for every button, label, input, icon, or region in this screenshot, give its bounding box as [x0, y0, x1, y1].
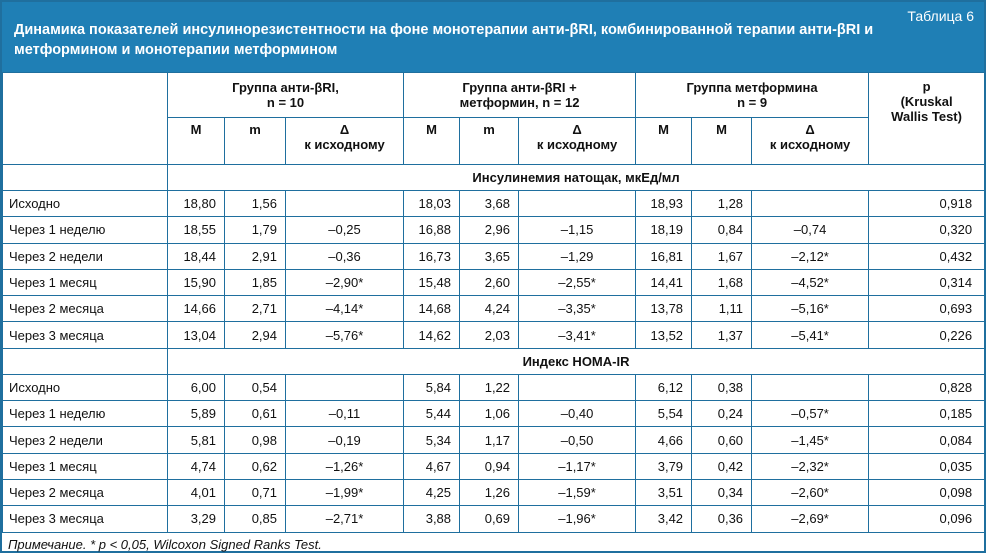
table-number: Таблица 6 — [907, 8, 974, 24]
g3-delta: –5,41* — [752, 322, 869, 348]
g3-mean: 13,52 — [636, 322, 692, 348]
row-label: Через 1 неделю — [3, 217, 168, 243]
g2-delta: –1,17* — [519, 453, 636, 479]
g3-mean: 18,19 — [636, 217, 692, 243]
g3-mean: 3,79 — [636, 453, 692, 479]
g2-delta — [519, 191, 636, 217]
g2-delta: –1,29 — [519, 243, 636, 269]
g1-delta: –0,25 — [286, 217, 404, 243]
g3-error: 1,67 — [692, 243, 752, 269]
g1-delta — [286, 191, 404, 217]
g2-mean: 16,88 — [404, 217, 460, 243]
g2-delta: –1,96* — [519, 506, 636, 532]
g2-delta: –3,35* — [519, 296, 636, 322]
g2-delta-header: Δ к исходному — [519, 118, 636, 165]
g2-mean: 14,62 — [404, 322, 460, 348]
p-value: 0,226 — [869, 322, 985, 348]
g1-error: 0,85 — [225, 506, 286, 532]
g3-delta — [752, 191, 869, 217]
g2-mean: 16,73 — [404, 243, 460, 269]
g3-delta: –2,12* — [752, 243, 869, 269]
g1-error: 2,94 — [225, 322, 286, 348]
row-label: Через 2 месяца — [3, 479, 168, 505]
g1-delta: –5,76* — [286, 322, 404, 348]
row-label: Исходно — [3, 374, 168, 400]
g1-mean: 15,90 — [168, 269, 225, 295]
g1-mean: 5,81 — [168, 427, 225, 453]
g1-delta: –4,14* — [286, 296, 404, 322]
g1-delta: –1,26* — [286, 453, 404, 479]
section-header — [3, 348, 985, 374]
g2-M-header: M — [404, 118, 460, 165]
g1-mean: 14,66 — [168, 296, 225, 322]
g3-error: 1,11 — [692, 296, 752, 322]
p-value: 0,084 — [869, 427, 985, 453]
g3-error: 0,34 — [692, 479, 752, 505]
table-row — [3, 374, 985, 400]
g3-error: 0,42 — [692, 453, 752, 479]
g3-mean: 3,42 — [636, 506, 692, 532]
g2-mean: 5,44 — [404, 401, 460, 427]
table-body — [3, 165, 985, 533]
g3-delta: –5,16* — [752, 296, 869, 322]
g3-mean: 13,78 — [636, 296, 692, 322]
g3-mean: 6,12 — [636, 374, 692, 400]
g3-error: 0,38 — [692, 374, 752, 400]
g3-error: 1,37 — [692, 322, 752, 348]
p-header: p (Kruskal Wallis Test) — [869, 73, 985, 165]
g2-error: 3,68 — [460, 191, 519, 217]
table-row — [3, 453, 985, 479]
g1-error: 0,62 — [225, 453, 286, 479]
g1-error: 1,79 — [225, 217, 286, 243]
g1-mean: 4,01 — [168, 479, 225, 505]
p-value: 0,320 — [869, 217, 985, 243]
table-note: Примечание. * p < 0,05, Wilcoxon Signed Ranks Test. — [8, 536, 322, 552]
section-spacer — [3, 348, 168, 374]
g2-delta: –1,59* — [519, 479, 636, 505]
table-row — [3, 401, 985, 427]
g1-error: 0,54 — [225, 374, 286, 400]
section-header — [3, 165, 985, 191]
group1-header: Группа анти-βRI, n = 10 — [168, 73, 404, 118]
g3-delta: –0,74 — [752, 217, 869, 243]
g2-error: 2,03 — [460, 322, 519, 348]
group3-header: Группа метформина n = 9 — [636, 73, 869, 118]
g1-mean: 3,29 — [168, 506, 225, 532]
g1-mean: 18,44 — [168, 243, 225, 269]
g2-error: 1,22 — [460, 374, 519, 400]
g1-delta: –1,99* — [286, 479, 404, 505]
row-label: Через 2 недели — [3, 243, 168, 269]
p-value: 0,098 — [869, 479, 985, 505]
table-row — [3, 479, 985, 505]
g2-delta: –0,50 — [519, 427, 636, 453]
table-row — [3, 427, 985, 453]
g3-delta: –2,32* — [752, 453, 869, 479]
g2-delta: –0,40 — [519, 401, 636, 427]
row-label: Через 2 месяца — [3, 296, 168, 322]
g2-error: 3,65 — [460, 243, 519, 269]
row-label-header — [3, 73, 168, 165]
g3-mean: 16,81 — [636, 243, 692, 269]
g1-error: 1,85 — [225, 269, 286, 295]
g3-mean: 4,66 — [636, 427, 692, 453]
g1-mean: 5,89 — [168, 401, 225, 427]
g2-mean: 3,88 — [404, 506, 460, 532]
g1-delta: –0,19 — [286, 427, 404, 453]
g1-mean: 6,00 — [168, 374, 225, 400]
row-label: Через 3 месяца — [3, 506, 168, 532]
row-label: Через 1 месяц — [3, 269, 168, 295]
table-row — [3, 217, 985, 243]
g3-error: 1,28 — [692, 191, 752, 217]
table-row — [3, 269, 985, 295]
data-table — [2, 72, 985, 533]
g2-error: 0,69 — [460, 506, 519, 532]
g2-mean: 5,84 — [404, 374, 460, 400]
p-value: 0,918 — [869, 191, 985, 217]
g1-delta-header: Δ к исходному — [286, 118, 404, 165]
g3-mean: 3,51 — [636, 479, 692, 505]
g3-error: 0,60 — [692, 427, 752, 453]
p-value: 0,035 — [869, 453, 985, 479]
p-value: 0,828 — [869, 374, 985, 400]
p-value: 0,096 — [869, 506, 985, 532]
p-value: 0,185 — [869, 401, 985, 427]
section-title: Индекс HOMA-IR — [168, 348, 985, 374]
g3-mean: 5,54 — [636, 401, 692, 427]
g2-delta: –1,15 — [519, 217, 636, 243]
g1-error: 2,71 — [225, 296, 286, 322]
g1-mean: 13,04 — [168, 322, 225, 348]
g2-error: 1,17 — [460, 427, 519, 453]
g2-error: 0,94 — [460, 453, 519, 479]
section-spacer — [3, 165, 168, 191]
g1-error: 1,56 — [225, 191, 286, 217]
p-value: 0,432 — [869, 243, 985, 269]
g3-delta — [752, 374, 869, 400]
g3-delta-header: Δ к исходному — [752, 118, 869, 165]
g2-error: 2,60 — [460, 269, 519, 295]
g2-error: 1,06 — [460, 401, 519, 427]
g2-m-header: m — [460, 118, 519, 165]
g1-delta: –2,90* — [286, 269, 404, 295]
table-row — [3, 243, 985, 269]
g2-mean: 15,48 — [404, 269, 460, 295]
g1-mean: 4,74 — [168, 453, 225, 479]
g1-mean: 18,55 — [168, 217, 225, 243]
row-label: Через 1 месяц — [3, 453, 168, 479]
g2-mean: 14,68 — [404, 296, 460, 322]
g3-delta: –2,60* — [752, 479, 869, 505]
g2-mean: 5,34 — [404, 427, 460, 453]
p-value: 0,314 — [869, 269, 985, 295]
g1-error: 0,61 — [225, 401, 286, 427]
g2-error: 1,26 — [460, 479, 519, 505]
g2-error: 4,24 — [460, 296, 519, 322]
g3-M-header: M — [636, 118, 692, 165]
table-row — [3, 322, 985, 348]
g1-M-header: M — [168, 118, 225, 165]
table-row — [3, 296, 985, 322]
g1-delta: –2,71* — [286, 506, 404, 532]
g2-delta — [519, 374, 636, 400]
table-header — [2, 2, 984, 72]
row-label: Через 2 недели — [3, 427, 168, 453]
g2-error: 2,96 — [460, 217, 519, 243]
p-value: 0,693 — [869, 296, 985, 322]
g2-delta: –2,55* — [519, 269, 636, 295]
g3-delta: –2,69* — [752, 506, 869, 532]
g3-error: 0,36 — [692, 506, 752, 532]
g3-error: 1,68 — [692, 269, 752, 295]
g3-error: 0,84 — [692, 217, 752, 243]
g3-mean: 18,93 — [636, 191, 692, 217]
g1-mean: 18,80 — [168, 191, 225, 217]
group2-header: Группа анти-βRI + метформин, n = 12 — [404, 73, 636, 118]
g1-m-header: m — [225, 118, 286, 165]
g3-delta: –4,52* — [752, 269, 869, 295]
g1-error: 0,71 — [225, 479, 286, 505]
g1-error: 0,98 — [225, 427, 286, 453]
g1-delta: –0,36 — [286, 243, 404, 269]
table-title: Динамика показателей инсулинорезистентности на фоне монотерапии анти-βRI, комбинированной терапии анти-βRI и метформином и монотерапии метформином — [14, 22, 874, 58]
g3-delta: –0,57* — [752, 401, 869, 427]
g2-mean: 4,25 — [404, 479, 460, 505]
row-label: Через 1 неделю — [3, 401, 168, 427]
g3-delta: –1,45* — [752, 427, 869, 453]
section-title: Инсулинемия натощак, мкЕд/мл — [168, 165, 985, 191]
g1-error: 2,91 — [225, 243, 286, 269]
g2-mean: 18,03 — [404, 191, 460, 217]
g1-delta — [286, 374, 404, 400]
g2-mean: 4,67 — [404, 453, 460, 479]
g3-M2-header: M — [692, 118, 752, 165]
row-label: Исходно — [3, 191, 168, 217]
row-label: Через 3 месяца — [3, 322, 168, 348]
g2-delta: –3,41* — [519, 322, 636, 348]
g3-mean: 14,41 — [636, 269, 692, 295]
g3-error: 0,24 — [692, 401, 752, 427]
table-row — [3, 191, 985, 217]
table-row — [3, 506, 985, 532]
g1-delta: –0,11 — [286, 401, 404, 427]
